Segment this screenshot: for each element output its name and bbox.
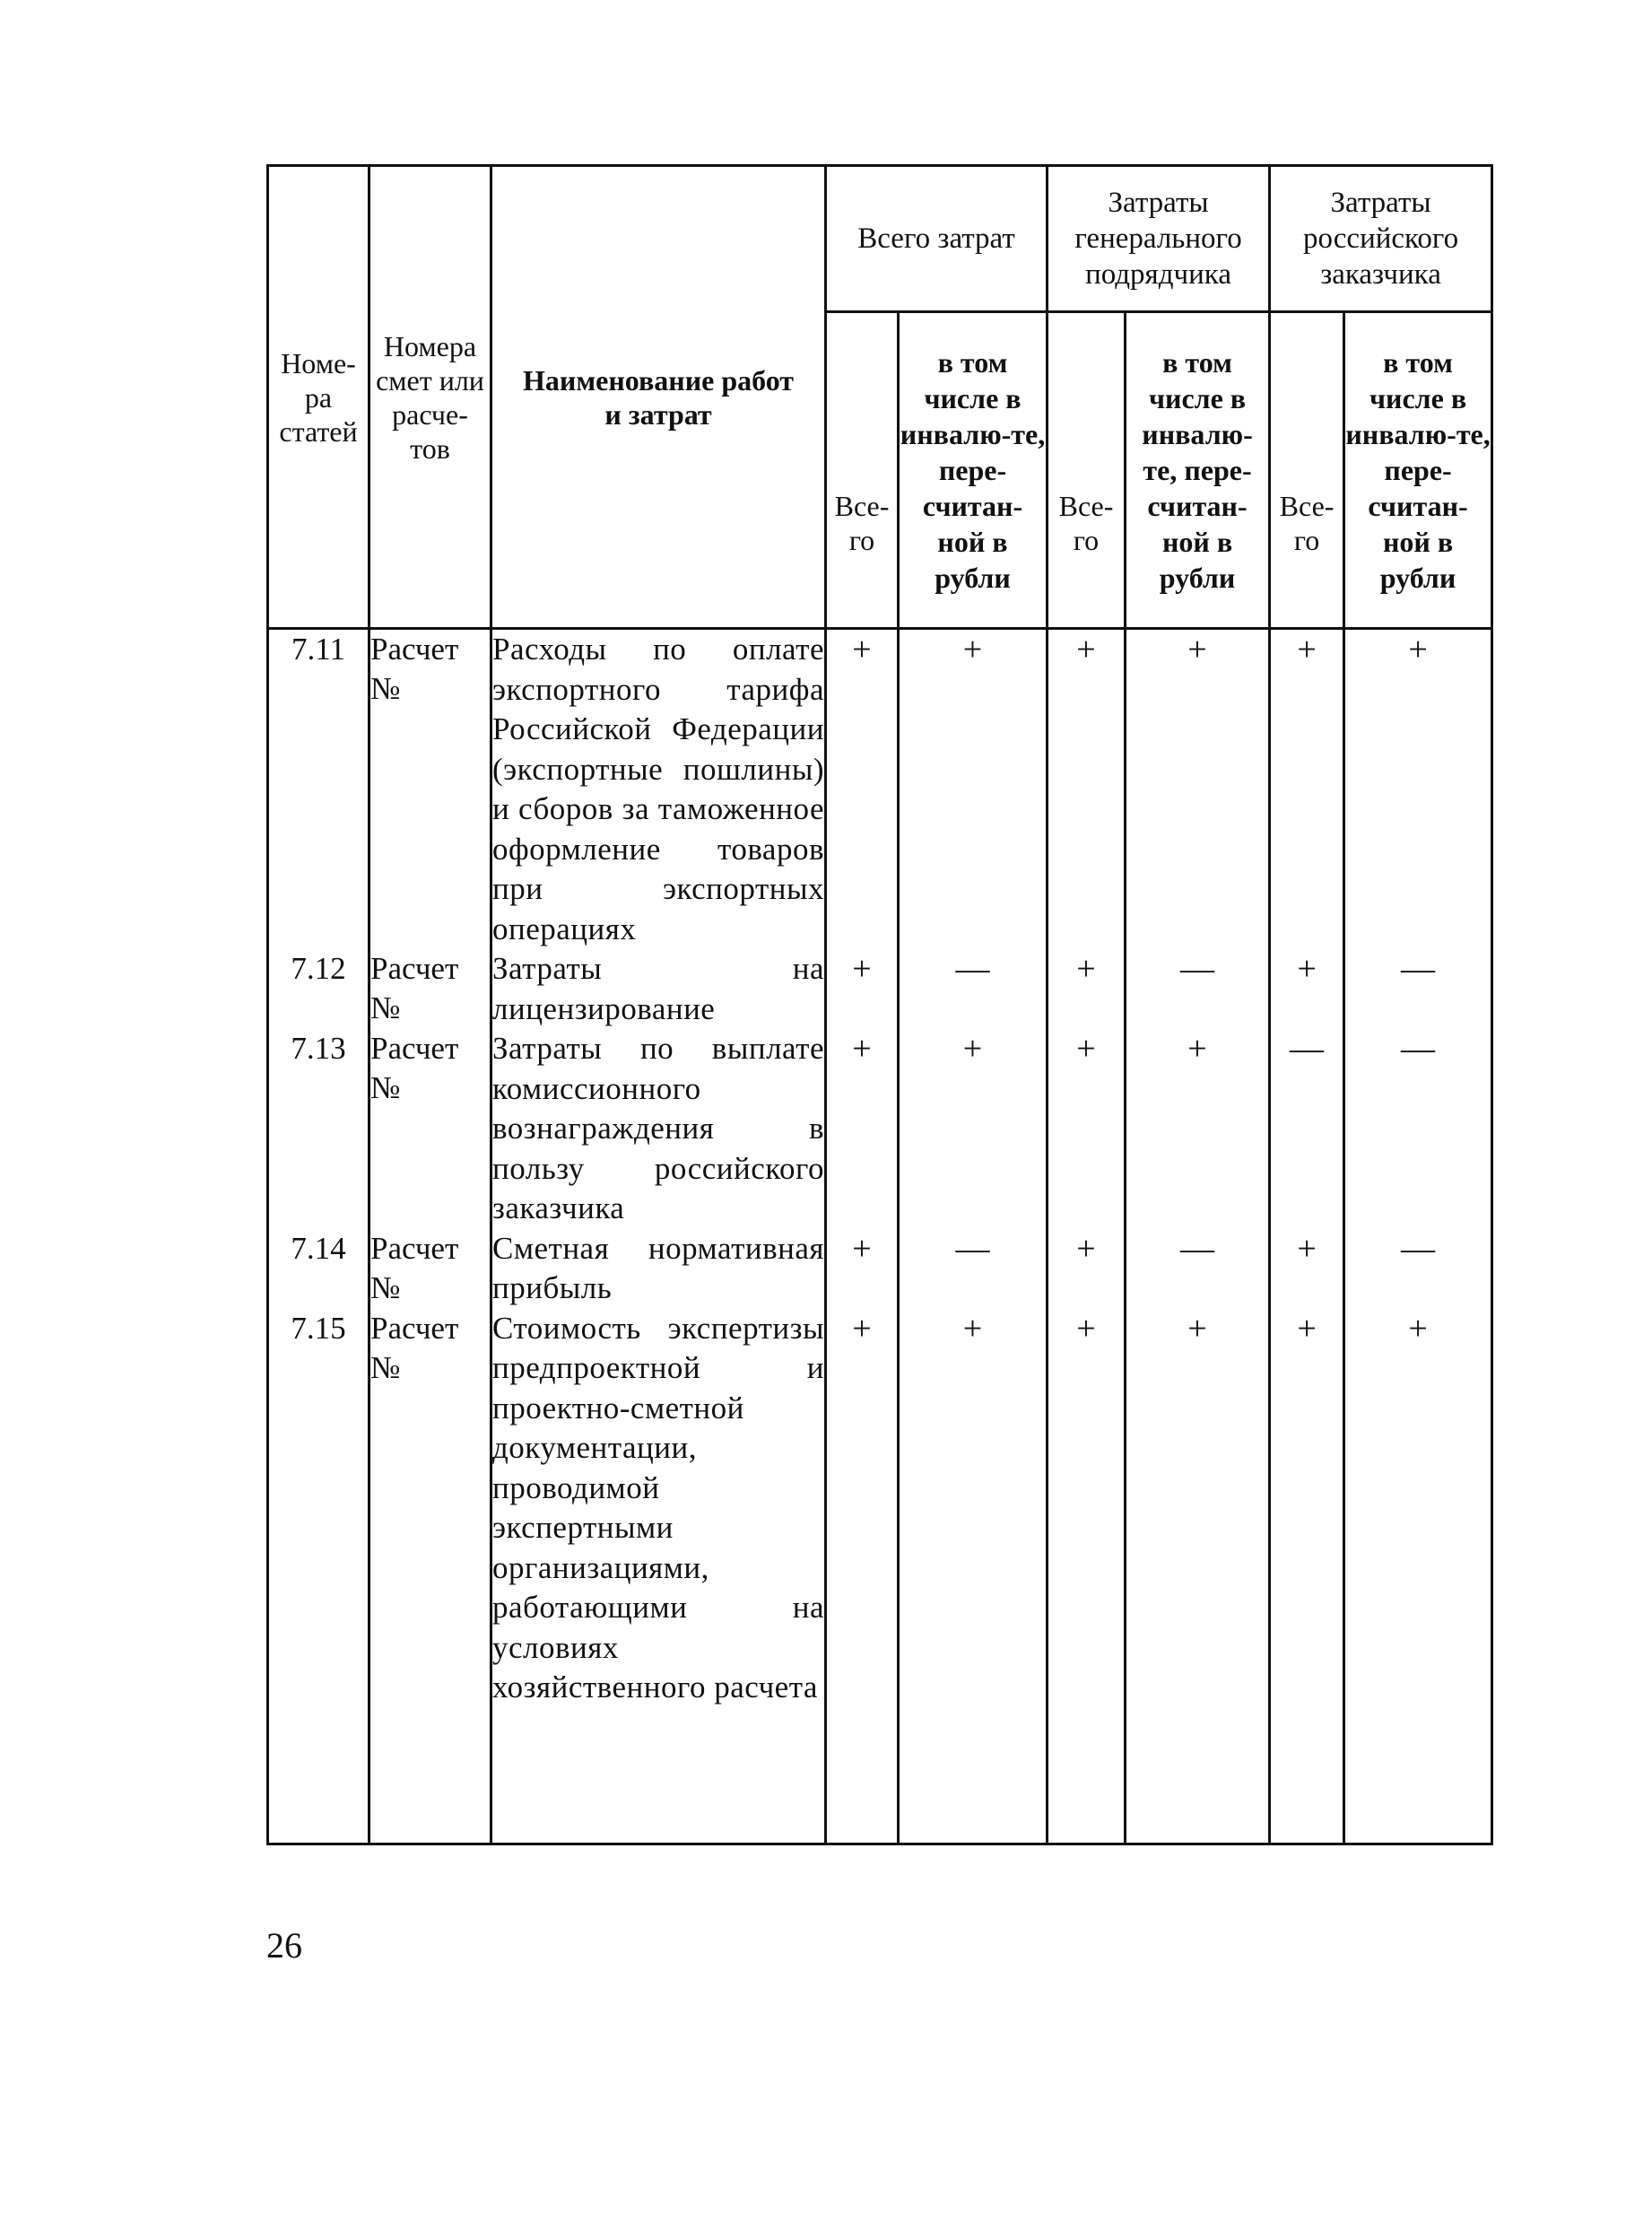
work-description: Затраты на лицензирование bbox=[491, 949, 826, 1029]
work-description: Сметная нормативная прибыль bbox=[491, 1229, 826, 1309]
work-description: Стоимость экспертизы предпроектной и проектно-сметной документации, проводимой экспертными организациями, работающими на условиях хозяйственного расчета bbox=[491, 1309, 826, 1708]
estimate-ref: Расчет № bbox=[370, 949, 491, 1029]
header-work-name bbox=[491, 166, 826, 629]
mark-customer-currency: — bbox=[1344, 1029, 1492, 1229]
mark-total-currency: + bbox=[899, 1309, 1048, 1708]
header-general-all bbox=[1048, 312, 1126, 629]
mark-general: + bbox=[1048, 1229, 1126, 1309]
mark-total-currency: + bbox=[899, 629, 1048, 950]
sub-currency-label: в том числе в инвалю-те, пере-считан-ной в рубли bbox=[900, 346, 1046, 594]
mark-general: + bbox=[1048, 1309, 1126, 1708]
mark-total: + bbox=[826, 949, 899, 1029]
header-group-general-label: Затраты генерального подрядчика bbox=[1074, 187, 1242, 291]
header-article-numbers bbox=[268, 166, 370, 629]
article-number: 7.12 bbox=[268, 949, 370, 1029]
header-general-currency bbox=[1126, 312, 1270, 629]
article-number: 7.11 bbox=[268, 629, 370, 950]
mark-general-currency: — bbox=[1126, 1229, 1270, 1309]
header-work-name-label: Наименование работ и затрат bbox=[523, 363, 794, 431]
mark-general: + bbox=[1048, 1029, 1126, 1229]
mark-total: + bbox=[826, 1029, 899, 1229]
header-article-numbers-label: Номе-ра статей bbox=[279, 346, 358, 448]
estimate-ref: Расчет № bbox=[370, 1229, 491, 1309]
header-estimate-numbers bbox=[370, 166, 491, 629]
mark-total: + bbox=[826, 629, 899, 950]
page-number: 26 bbox=[266, 1925, 302, 1966]
estimate-ref: Расчет № bbox=[370, 1309, 491, 1708]
mark-total-currency: — bbox=[899, 949, 1048, 1029]
header-customer-all bbox=[1270, 312, 1344, 629]
sub-total-label: Все-го bbox=[1058, 490, 1114, 556]
table-bottom-spacer bbox=[268, 1708, 1492, 1844]
mark-general: + bbox=[1048, 629, 1126, 950]
header-estimate-numbers-label: Номера смет или расче-тов bbox=[376, 329, 484, 465]
header-group-general-contractor bbox=[1048, 166, 1270, 312]
cost-table bbox=[266, 164, 1493, 1845]
sub-total-label: Все-го bbox=[834, 490, 890, 556]
mark-total: + bbox=[826, 1309, 899, 1708]
header-total-all bbox=[826, 312, 899, 629]
table-row bbox=[268, 1229, 1492, 1309]
header-group-russian-customer bbox=[1270, 166, 1492, 312]
sub-currency-label: в том числе в инвалю-те, пере-считан-ной в рубли bbox=[1345, 346, 1491, 594]
header-group-total bbox=[826, 166, 1048, 312]
mark-customer-currency: — bbox=[1344, 949, 1492, 1029]
table-row bbox=[268, 1029, 1492, 1229]
estimate-ref: Расчет № bbox=[370, 629, 491, 950]
table-row bbox=[268, 949, 1492, 1029]
article-number: 7.15 bbox=[268, 1309, 370, 1708]
work-description: Затраты по выплате комиссионного вознаграждения в пользу российского заказчика bbox=[491, 1029, 826, 1229]
header-customer-currency bbox=[1344, 312, 1492, 629]
mark-customer: + bbox=[1270, 629, 1344, 950]
mark-customer: + bbox=[1270, 1309, 1344, 1708]
mark-total-currency: — bbox=[899, 1229, 1048, 1309]
article-number: 7.13 bbox=[268, 1029, 370, 1229]
mark-general-currency: + bbox=[1126, 1029, 1270, 1229]
mark-general: + bbox=[1048, 949, 1126, 1029]
mark-total-currency: + bbox=[899, 1029, 1048, 1229]
sub-total-label: Все-го bbox=[1279, 490, 1335, 556]
estimate-ref: Расчет № bbox=[370, 1029, 491, 1229]
table-row bbox=[268, 1309, 1492, 1708]
mark-customer-currency: + bbox=[1344, 1309, 1492, 1708]
mark-general-currency: + bbox=[1126, 1309, 1270, 1708]
mark-general-currency: + bbox=[1126, 629, 1270, 950]
mark-customer: + bbox=[1270, 1229, 1344, 1309]
article-number: 7.14 bbox=[268, 1229, 370, 1309]
mark-total: + bbox=[826, 1229, 899, 1309]
work-description: Расходы по оплате экспортного тарифа Российской Федерации (экспортные пошлины) и сборов за таможенное оформление товаров при экспортных операциях bbox=[491, 629, 826, 950]
mark-customer-currency: + bbox=[1344, 629, 1492, 950]
mark-customer: — bbox=[1270, 1029, 1344, 1229]
mark-customer-currency: — bbox=[1344, 1229, 1492, 1309]
header-group-total-label: Всего затрат bbox=[857, 222, 1015, 255]
header-total-currency bbox=[899, 312, 1048, 629]
sub-currency-label: в том числе в инвалю-те, пере-считан-ной в рубли bbox=[1142, 346, 1253, 594]
header-group-customer-label: Затраты российского заказчика bbox=[1302, 187, 1459, 291]
mark-customer: + bbox=[1270, 949, 1344, 1029]
table-row bbox=[268, 629, 1492, 950]
mark-general-currency: — bbox=[1126, 949, 1270, 1029]
